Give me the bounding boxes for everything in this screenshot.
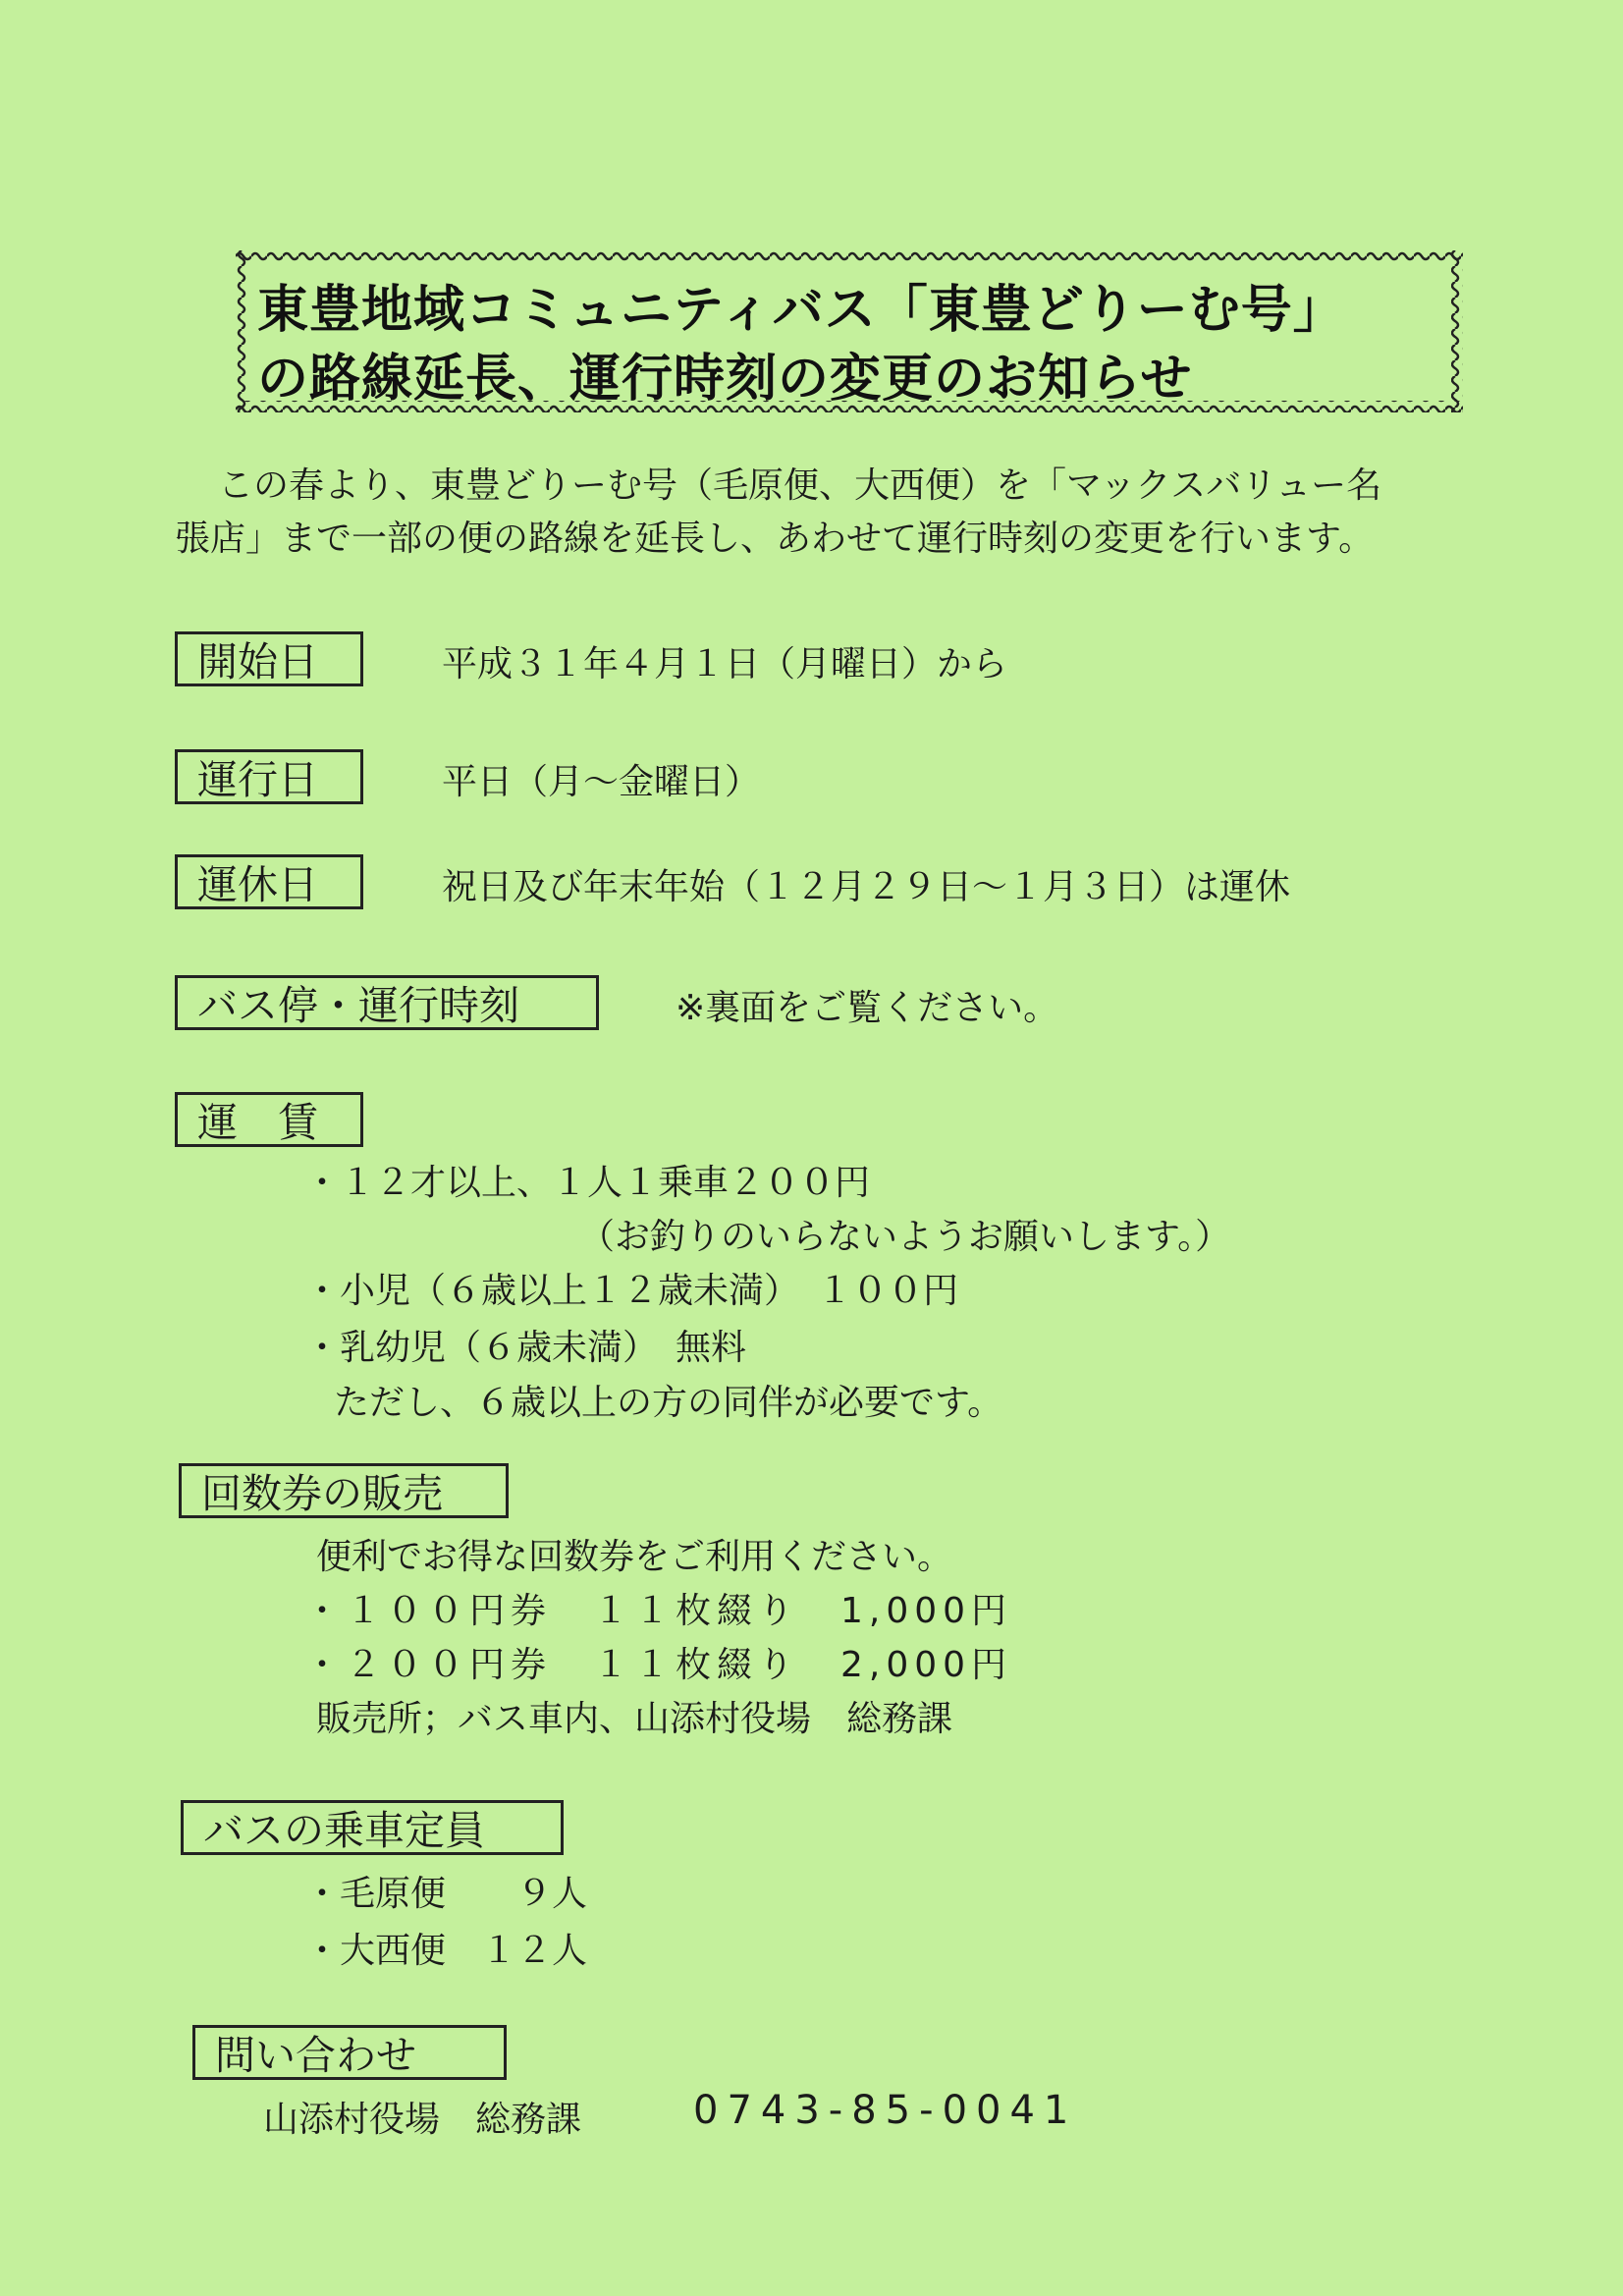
coupons-line-1: 便利でお得な回数券をご利用ください。	[316, 1537, 953, 1577]
capacity-line-1: ・毛原便 ９人	[304, 1874, 588, 1914]
contact-label: 問い合わせ	[192, 2025, 507, 2080]
holidays-label: 運休日	[175, 854, 363, 909]
contact-office: 山添村役場 総務課	[263, 2100, 582, 2140]
fares-line-4: ・乳幼児（６歳未満） 無料	[304, 1328, 747, 1368]
capacity-label: バスの乗車定員	[181, 1800, 564, 1855]
operating-days-value: 平日（月～金曜日）	[442, 762, 761, 802]
bus-stops-label: バス停・運行時刻	[175, 975, 599, 1030]
fares-line-3: ・小児（６歳以上１２歳未満） １００円	[304, 1271, 959, 1311]
title-line-1: 東豊地域コミュニティバス「東豊どりーむ号」	[257, 281, 1345, 340]
coupons-line-4: 販売所；バス車内、山添村役場 総務課	[316, 1699, 953, 1739]
title-box	[236, 250, 1463, 412]
title-line-2: の路線延長、運行時刻の変更のお知らせ	[257, 350, 1193, 409]
coupons-line-3: ・２００円券 １１枚綴り 2,000円	[304, 1645, 1013, 1685]
bus-stops-value: ※裏面をご覧ください。	[676, 988, 1059, 1028]
start-date-label: 開始日	[175, 631, 363, 686]
intro-line-1: この春より、東豊どりーむ号（毛原便、大西便）を「マックスバリュー名	[218, 465, 1382, 506]
contact-phone: 0743-85-0041	[693, 2088, 1078, 2133]
capacity-line-2: ・大西便 １２人	[304, 1931, 588, 1971]
fares-line-5: ただし、６歳以上の方の同伴が必要です。	[334, 1383, 1003, 1423]
coupons-line-2: ・１００円券 １１枚綴り 1,000円	[304, 1591, 1013, 1631]
operating-days-label: 運行日	[175, 749, 363, 804]
coupons-label: 回数券の販売	[179, 1463, 509, 1518]
intro-line-2: 張店」まで一部の便の路線を延長し、あわせて運行時刻の変更を行います。	[175, 519, 1375, 559]
start-date-value: 平成３１年４月１日（月曜日）から	[442, 644, 1008, 684]
fares-line-1: ・１２才以上、１人１乗車２００円	[304, 1163, 871, 1203]
fares-label: 運 賃	[175, 1092, 363, 1147]
fares-line-2: （お釣りのいらないようお願いします。）	[579, 1217, 1231, 1257]
holidays-value: 祝日及び年末年始（１２月２９日～１月３日）は運休	[442, 867, 1291, 907]
